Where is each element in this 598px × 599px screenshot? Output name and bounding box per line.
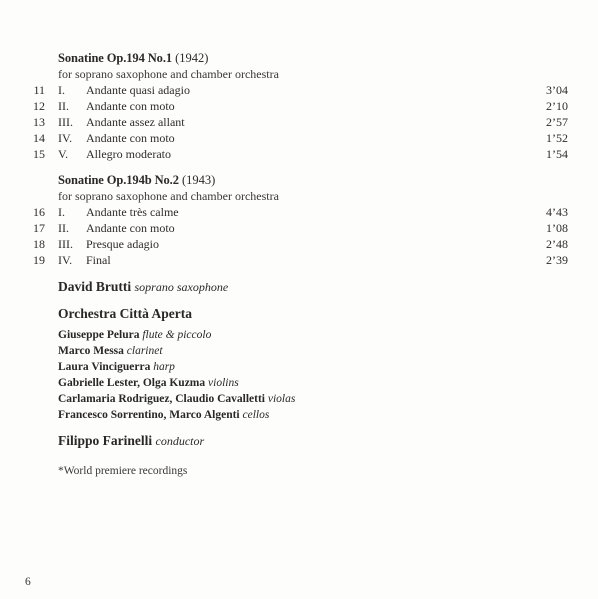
track-row bbox=[0, 147, 598, 163]
work-1-title bbox=[58, 51, 208, 66]
track-duration: 2’57 bbox=[546, 115, 568, 129]
musician-instrument: flute & piccolo bbox=[142, 329, 212, 341]
track-duration: 2’39 bbox=[546, 253, 568, 267]
track-row bbox=[0, 221, 598, 237]
movement-title: Andante con moto bbox=[86, 99, 175, 113]
musician-names: Laura Vinciguerra bbox=[58, 361, 151, 373]
page-number: 6 bbox=[25, 576, 31, 588]
musician-instrument: cellos bbox=[242, 409, 270, 421]
work-2-year: (1943) bbox=[181, 173, 216, 187]
work-1-subtitle: for soprano saxophone and chamber orchestra bbox=[58, 67, 279, 81]
conductor-name: Filippo Farinelli bbox=[58, 433, 153, 448]
movement-numeral: I. bbox=[58, 205, 65, 219]
movement-title: Andante con moto bbox=[86, 131, 175, 145]
track-row bbox=[0, 237, 598, 253]
track-number: 16 bbox=[33, 205, 45, 219]
movement-numeral: V. bbox=[58, 147, 69, 161]
movement-title: Andante quasi adagio bbox=[86, 83, 190, 97]
track-row bbox=[0, 115, 598, 131]
track-row bbox=[0, 99, 598, 115]
musician-credit bbox=[58, 377, 239, 389]
track-number: 15 bbox=[33, 147, 45, 161]
movement-numeral: I. bbox=[58, 83, 65, 97]
work-2-title bbox=[58, 173, 215, 188]
track-number: 19 bbox=[33, 253, 45, 267]
track-number: 14 bbox=[33, 131, 45, 145]
musician-names: Marco Messa bbox=[58, 345, 124, 357]
soloist-credit bbox=[58, 279, 228, 295]
musician-credit bbox=[58, 393, 295, 405]
conductor-role: conductor bbox=[155, 434, 205, 448]
movement-title: Andante très calme bbox=[86, 205, 179, 219]
soloist-role: soprano saxophone bbox=[134, 280, 229, 294]
work-2-subtitle: for soprano saxophone and chamber orchestra bbox=[58, 189, 279, 203]
musician-names: Gabrielle Lester, Olga Kuzma bbox=[58, 377, 206, 389]
musician-instrument: harp bbox=[153, 361, 175, 373]
movement-title: Final bbox=[86, 253, 111, 267]
musician-credit bbox=[58, 361, 175, 373]
track-number: 18 bbox=[33, 237, 45, 251]
movement-title: Andante assez allant bbox=[86, 115, 185, 129]
movement-title: Allegro moderato bbox=[86, 147, 171, 161]
movement-title: Andante con moto bbox=[86, 221, 175, 235]
movement-numeral: IV. bbox=[58, 253, 73, 267]
movement-title: Presque adagio bbox=[86, 237, 159, 251]
track-number: 11 bbox=[33, 83, 45, 97]
musician-credit bbox=[58, 329, 211, 341]
movement-numeral: IV. bbox=[58, 131, 73, 145]
track-duration: 1’52 bbox=[546, 131, 568, 145]
track-number: 13 bbox=[33, 115, 45, 129]
orchestra-name: Orchestra Città Aperta bbox=[58, 306, 192, 321]
track-duration: 1’54 bbox=[546, 147, 568, 161]
track-row bbox=[0, 205, 598, 221]
musician-credit bbox=[58, 409, 269, 421]
movement-numeral: III. bbox=[58, 237, 73, 251]
work-2-name: Sonatine Op.194b No.2 bbox=[58, 173, 179, 187]
track-duration: 2’10 bbox=[546, 99, 568, 113]
track-duration: 1’08 bbox=[546, 221, 568, 235]
track-duration: 4’43 bbox=[546, 205, 568, 219]
work-1-year: (1942) bbox=[175, 51, 209, 65]
track-number: 12 bbox=[33, 99, 45, 113]
premiere-note: *World premiere recordings bbox=[58, 465, 188, 477]
musician-credit bbox=[58, 345, 163, 357]
musician-names: Giuseppe Pelura bbox=[58, 329, 140, 341]
musician-instrument: violins bbox=[208, 377, 239, 389]
work-1-name: Sonatine Op.194 No.1 bbox=[58, 51, 172, 65]
track-number: 17 bbox=[33, 221, 45, 235]
track-duration: 3’04 bbox=[546, 83, 568, 97]
musician-names: Carlamaria Rodriguez, Claudio Cavalletti bbox=[58, 393, 265, 405]
musician-instrument: violas bbox=[267, 393, 296, 405]
musician-instrument: clarinet bbox=[126, 345, 163, 357]
movement-numeral: II. bbox=[58, 221, 69, 235]
track-row bbox=[0, 253, 598, 269]
soloist-name: David Brutti bbox=[58, 279, 132, 294]
track-row bbox=[0, 83, 598, 99]
conductor-credit bbox=[58, 433, 204, 449]
movement-numeral: III. bbox=[58, 115, 73, 129]
track-row bbox=[0, 131, 598, 147]
movement-numeral: II. bbox=[58, 99, 69, 113]
track-duration: 2’48 bbox=[546, 237, 568, 251]
musician-names: Francesco Sorrentino, Marco Algenti bbox=[58, 409, 240, 421]
